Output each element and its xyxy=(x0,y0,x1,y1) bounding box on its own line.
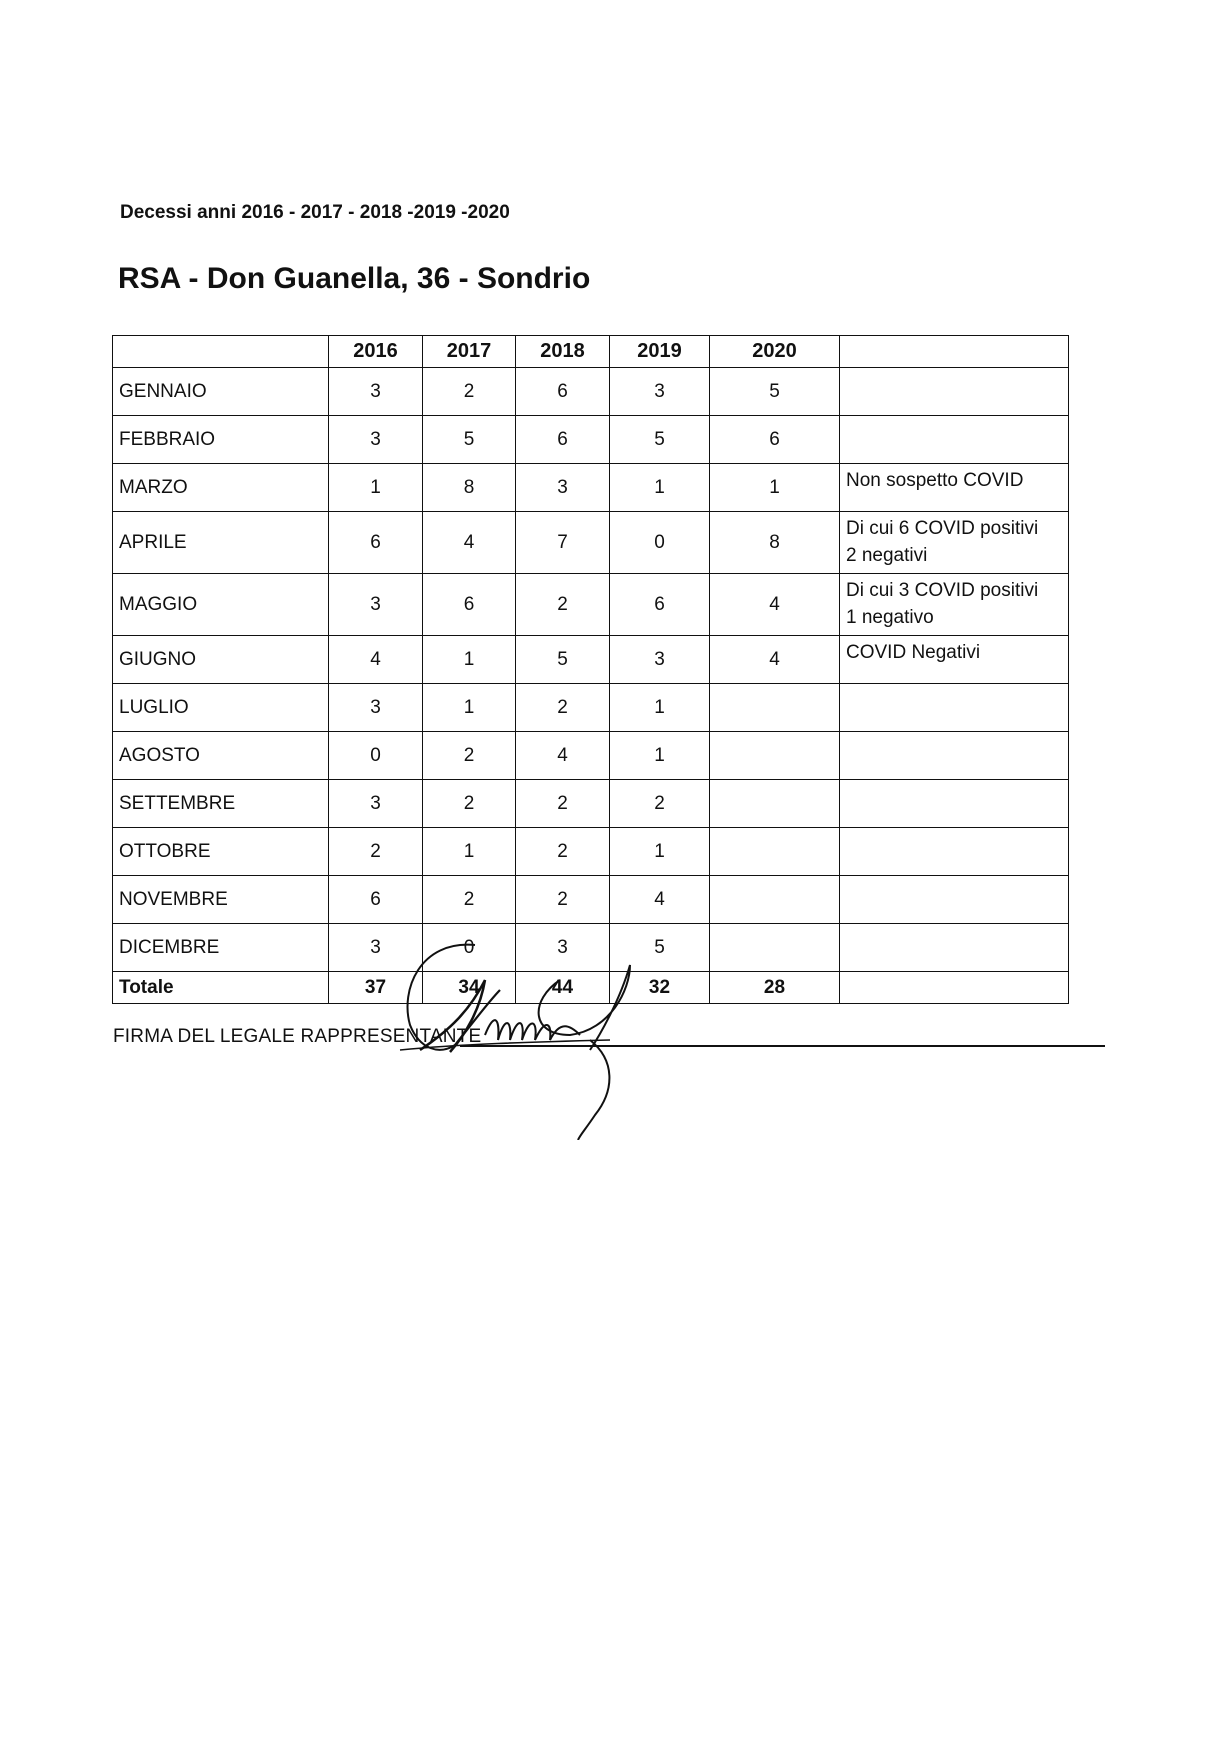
value-cell: 5 xyxy=(423,416,516,464)
value-cell xyxy=(710,780,840,828)
header-notes xyxy=(840,336,1069,368)
value-cell: 3 xyxy=(329,684,423,732)
table-row xyxy=(113,828,1069,876)
value-cell: 2 xyxy=(610,780,710,828)
table-row xyxy=(113,512,1069,574)
header-year-2020: 2020 xyxy=(710,336,840,368)
header-row xyxy=(113,336,1069,368)
value-cell: 1 xyxy=(423,636,516,684)
table-row xyxy=(113,876,1069,924)
value-cell: 8 xyxy=(423,464,516,512)
value-cell: 4 xyxy=(516,732,610,780)
value-cell xyxy=(710,924,840,972)
table-row xyxy=(113,574,1069,636)
total-label: Totale xyxy=(113,972,329,1004)
note-cell xyxy=(840,732,1069,780)
value-cell: 5 xyxy=(516,636,610,684)
table-row xyxy=(113,416,1069,464)
month-cell: OTTOBRE xyxy=(113,828,329,876)
value-cell: 4 xyxy=(610,876,710,924)
value-cell: 6 xyxy=(610,574,710,636)
handwritten-signature xyxy=(380,940,710,1140)
month-cell: LUGLIO xyxy=(113,684,329,732)
header-year-2017: 2017 xyxy=(423,336,516,368)
table-row xyxy=(113,464,1069,512)
total-cell: 28 xyxy=(710,972,840,1004)
value-cell: 4 xyxy=(710,636,840,684)
document-title: RSA - Don Guanella, 36 - Sondrio xyxy=(118,262,591,295)
value-cell: 1 xyxy=(610,732,710,780)
month-cell: MARZO xyxy=(113,464,329,512)
table-row xyxy=(113,368,1069,416)
month-cell: GENNAIO xyxy=(113,368,329,416)
value-cell: 2 xyxy=(423,780,516,828)
value-cell: 0 xyxy=(329,732,423,780)
value-cell: 2 xyxy=(423,876,516,924)
value-cell: 3 xyxy=(329,924,423,972)
month-cell: GIUGNO xyxy=(113,636,329,684)
value-cell: 4 xyxy=(710,574,840,636)
note-line: Non sospetto COVID xyxy=(846,470,1024,491)
value-cell: 3 xyxy=(516,464,610,512)
note-cell xyxy=(840,684,1069,732)
table-row xyxy=(113,684,1069,732)
table-row xyxy=(113,780,1069,828)
month-cell: AGOSTO xyxy=(113,732,329,780)
header-year-2016: 2016 xyxy=(329,336,423,368)
month-cell: MAGGIO xyxy=(113,574,329,636)
value-cell: 6 xyxy=(423,574,516,636)
note-cell xyxy=(840,512,1069,574)
value-cell xyxy=(710,828,840,876)
total-cell: 32 xyxy=(610,972,710,1004)
note-cell xyxy=(840,416,1069,464)
value-cell xyxy=(710,684,840,732)
value-cell: 4 xyxy=(329,636,423,684)
month-cell: APRILE xyxy=(113,512,329,574)
value-cell: 7 xyxy=(516,512,610,574)
note-cell xyxy=(840,636,1069,684)
value-cell: 5 xyxy=(610,416,710,464)
value-cell: 1 xyxy=(423,828,516,876)
value-cell: 2 xyxy=(516,828,610,876)
value-cell: 3 xyxy=(329,780,423,828)
value-cell: 2 xyxy=(516,574,610,636)
value-cell: 2 xyxy=(423,368,516,416)
value-cell: 1 xyxy=(610,464,710,512)
table-row xyxy=(113,636,1069,684)
value-cell: 1 xyxy=(329,464,423,512)
value-cell: 6 xyxy=(329,876,423,924)
value-cell: 2 xyxy=(329,828,423,876)
value-cell: 1 xyxy=(710,464,840,512)
value-cell: 6 xyxy=(516,368,610,416)
value-cell: 3 xyxy=(516,924,610,972)
value-cell: 3 xyxy=(329,574,423,636)
value-cell xyxy=(710,876,840,924)
deaths-table xyxy=(112,335,1069,1004)
note-line: COVID Negativi xyxy=(846,642,981,663)
note-cell xyxy=(840,368,1069,416)
month-cell: SETTEMBRE xyxy=(113,780,329,828)
month-cell: DICEMBRE xyxy=(113,924,329,972)
value-cell: 1 xyxy=(610,684,710,732)
signature-label: FIRMA DEL LEGALE RAPPRESENTANTE xyxy=(113,1026,482,1047)
note-line: 1 negativo xyxy=(846,607,934,628)
month-cell: NOVEMBRE xyxy=(113,876,329,924)
value-cell: 3 xyxy=(329,368,423,416)
document-heading: Decessi anni 2016 - 2017 - 2018 -2019 -2020 xyxy=(120,202,510,223)
value-cell: 1 xyxy=(423,684,516,732)
value-cell: 2 xyxy=(516,780,610,828)
value-cell: 0 xyxy=(610,512,710,574)
table-row xyxy=(113,732,1069,780)
value-cell: 2 xyxy=(423,732,516,780)
note-line: Di cui 6 COVID positivi xyxy=(846,518,1039,539)
note-cell xyxy=(840,780,1069,828)
value-cell: 5 xyxy=(710,368,840,416)
header-year-2018: 2018 xyxy=(516,336,610,368)
header-month xyxy=(113,336,329,368)
value-cell xyxy=(710,732,840,780)
value-cell: 8 xyxy=(710,512,840,574)
total-cell: 37 xyxy=(329,972,423,1004)
value-cell: 6 xyxy=(329,512,423,574)
total-note-cell xyxy=(840,972,1069,1004)
value-cell: 5 xyxy=(610,924,710,972)
note-cell xyxy=(840,574,1069,636)
value-cell: 2 xyxy=(516,684,610,732)
value-cell: 3 xyxy=(610,368,710,416)
note-cell xyxy=(840,828,1069,876)
value-cell: 6 xyxy=(516,416,610,464)
value-cell: 4 xyxy=(423,512,516,574)
note-line: 2 negativi xyxy=(846,545,928,566)
note-line: Di cui 3 COVID positivi xyxy=(846,580,1039,601)
note-cell xyxy=(840,924,1069,972)
total-cell: 34 xyxy=(423,972,516,1004)
value-cell: 3 xyxy=(610,636,710,684)
total-cell: 44 xyxy=(516,972,610,1004)
month-cell: FEBBRAIO xyxy=(113,416,329,464)
value-cell: 0 xyxy=(423,924,516,972)
value-cell: 2 xyxy=(516,876,610,924)
note-cell xyxy=(840,876,1069,924)
value-cell: 3 xyxy=(329,416,423,464)
value-cell: 6 xyxy=(710,416,840,464)
value-cell: 1 xyxy=(610,828,710,876)
header-year-2019: 2019 xyxy=(610,336,710,368)
note-cell xyxy=(840,464,1069,512)
